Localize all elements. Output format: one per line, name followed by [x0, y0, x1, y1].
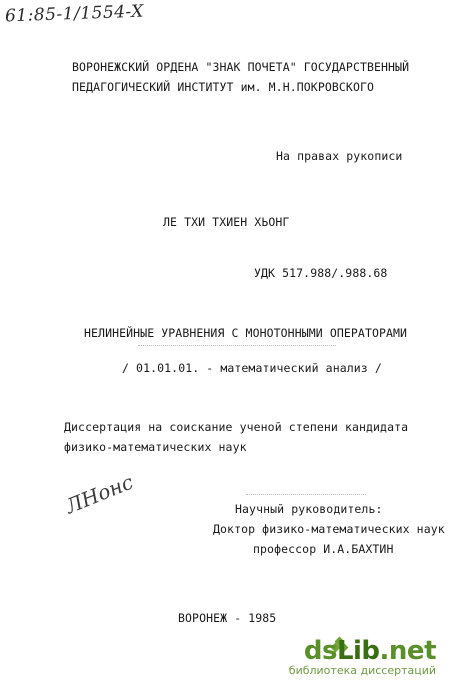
dissertation-line-1: Диссертация на соискание ученой степени кандидата [64, 420, 409, 434]
institution-line-1: ВОРОНЕЖСКИЙ ОРДЕНА "ЗНАК ПОЧЕТА" ГОСУДАРСТВЕННЫЙ [72, 60, 410, 74]
supervisor-degree: Доктор физико-математических наук [213, 522, 445, 536]
watermark-logo-net: .net [379, 636, 436, 666]
institution-line-2: ПЕДАГОГИЧЕСКИЙ ИНСТИТУТ им. М.Н.ПОКРОВСКОГО [72, 80, 375, 94]
handwritten-signature: ЛНонс [62, 469, 137, 519]
faint-line [246, 494, 366, 495]
faint-line [138, 345, 336, 346]
udc-code: УДК 517.988/.988.68 [254, 266, 388, 280]
supervisor-label: Научный руководитель: [235, 502, 383, 516]
place-year: ВОРОНЕЖ - 1985 [178, 611, 277, 625]
watermark-logo [289, 636, 436, 666]
supervisor-name: профессор И.А.БАХТИН [253, 542, 394, 556]
manuscript-rights: На правах рукописи [276, 149, 403, 163]
watermark-logo-lib: Lib [336, 636, 380, 666]
shelf-mark: 61:85-1/1554-X [4, 1, 145, 27]
author-name: ЛЕ ТХИ ТХИЕН ХЬОНГ [163, 215, 290, 229]
watermark-subtitle: библиотека диссертаций [288, 664, 436, 677]
dissertation-line-2: физико-математических наук [64, 440, 247, 454]
watermark-logo-ds: ds [303, 636, 337, 666]
specialty-code: / 01.01.01. - математический анализ / [122, 361, 382, 375]
watermark [289, 636, 436, 677]
dissertation-title: НЕЛИНЕЙНЫЕ УРАВНЕНИЯ С МОНОТОННЫМИ ОПЕРАТОРАМИ [84, 326, 408, 340]
